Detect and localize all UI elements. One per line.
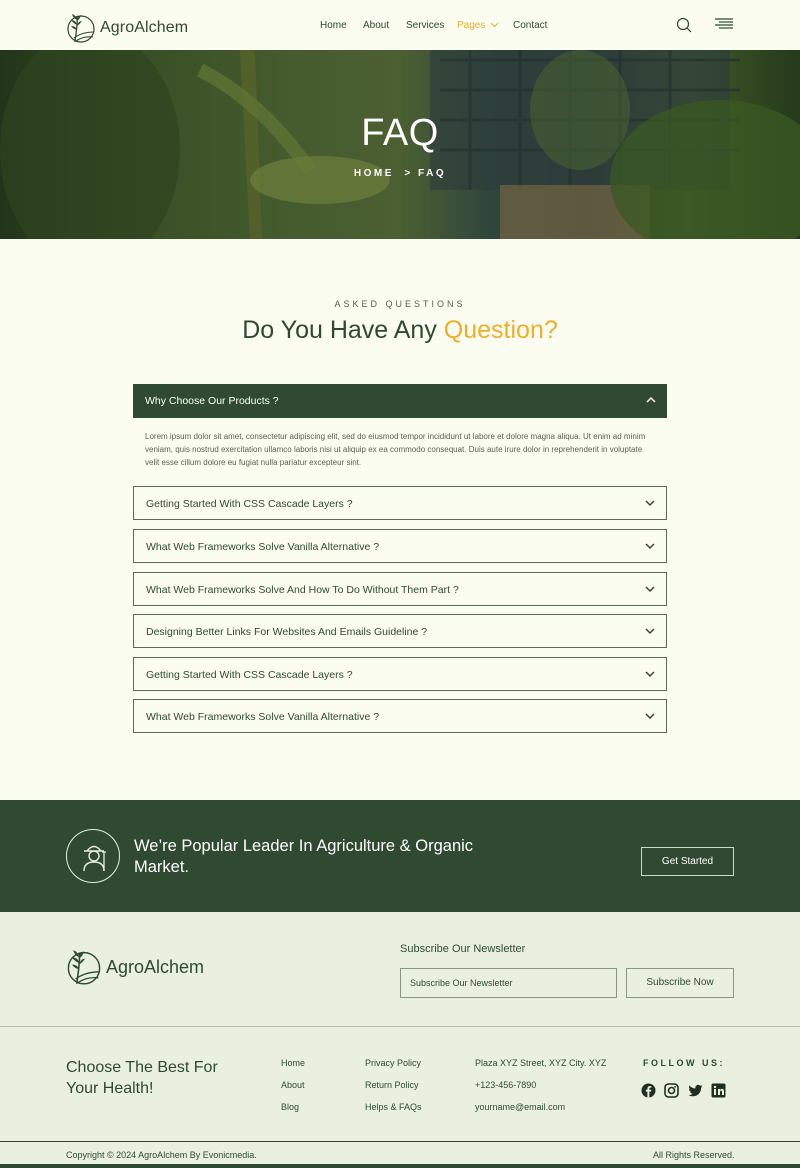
heading-prefix: Do You Have Any <box>242 316 437 344</box>
chevron-down-icon[interactable] <box>644 540 656 552</box>
footer-divider <box>0 1026 800 1027</box>
copyright-divider <box>0 1141 800 1142</box>
chevron-down-icon[interactable] <box>644 625 656 637</box>
hamburger-menu-icon[interactable] <box>715 18 733 30</box>
nav-home[interactable]: Home <box>320 20 347 31</box>
footer-link-about[interactable]: About <box>281 1080 305 1090</box>
footer-tagline: Choose The Best For Your Health! <box>66 1059 218 1097</box>
chevron-down-icon[interactable] <box>644 710 656 722</box>
faq-question: What Web Frameworks Solve And How To Do Without Them Part ? <box>146 584 459 596</box>
faq-answer: Lorem ipsum dolor sit amet, consectetur adipiscing elit, sed do eiusmod tempor incididunt ut labore et dolore magna aliqua. Ut enim ad minim veniam, quis nostrud exercitation ullamco laboris nisi ut aliquip ex ea commodo consequat. Duis aute irure dolor in reprehenderit in voluptate velit esse cillum dolore eu fugiat nulla pariatur excepteur sint. <box>145 432 646 467</box>
instagram-icon[interactable] <box>664 1083 679 1098</box>
copyright-text: Copyright © 2024 AgroAlchem By Evonicmedia. <box>66 1150 257 1160</box>
chevron-down-icon <box>490 22 499 28</box>
footer-brand-name: AgroAlchem <box>106 956 205 977</box>
brand-logo[interactable] <box>66 12 188 44</box>
faq-item[interactable] <box>133 657 667 691</box>
footer-link-return[interactable]: Return Policy <box>365 1080 419 1090</box>
rights-text: All Rights Reserved. <box>653 1150 735 1160</box>
faq-question: Getting Started With CSS Cascade Layers ? <box>146 669 353 681</box>
chevron-down-icon[interactable] <box>644 497 656 509</box>
nav-about[interactable]: About <box>363 20 390 31</box>
farmer-badge <box>66 829 120 883</box>
footer-brand-logo[interactable] <box>66 947 204 987</box>
section-heading <box>0 316 800 345</box>
faq-question: What Web Frameworks Solve Vanilla Alternative ? <box>146 541 380 553</box>
nav-services[interactable]: Services <box>406 20 445 31</box>
contact-phone[interactable]: +123-456-7890 <box>475 1080 537 1090</box>
chevron-up-icon[interactable] <box>645 394 657 406</box>
chevron-down-icon[interactable] <box>644 583 656 595</box>
get-started-button[interactable]: Get Started <box>641 847 734 876</box>
footer-link-privacy[interactable]: Privacy Policy <box>365 1058 422 1068</box>
faq-question: What Web Frameworks Solve Vanilla Alternative ? <box>146 711 380 723</box>
faq-item[interactable] <box>133 572 667 606</box>
linkedin-icon[interactable] <box>711 1083 726 1098</box>
brand-name: AgroAlchem <box>100 19 189 36</box>
cta-text: We’re Popular Leader In Agriculture & Organic Market. <box>134 837 474 876</box>
faq-item[interactable] <box>133 486 667 520</box>
nav-pages-label: Pages <box>457 20 486 31</box>
hero-title: FAQ <box>361 112 439 154</box>
heading-accent: Question? <box>443 316 558 344</box>
faq-item[interactable] <box>133 614 667 648</box>
newsletter-email-input[interactable] <box>400 968 617 998</box>
newsletter-title: Subscribe Our Newsletter <box>400 943 526 955</box>
nav-contact[interactable]: Contact <box>513 20 548 31</box>
faq-item-open[interactable] <box>133 384 667 418</box>
breadcrumb: HOME > FAQ <box>353 168 447 179</box>
farmer-icon <box>67 830 121 884</box>
faq-question: Designing Better Links For Websites And Emails Guideline ? <box>146 626 428 638</box>
follow-us-label: FOLLOW US: <box>643 1058 725 1068</box>
site-header <box>0 0 800 50</box>
bottom-bar <box>0 1164 800 1168</box>
faq-item[interactable] <box>133 529 667 563</box>
section-eyebrow: ASKED QUESTIONS <box>334 299 466 309</box>
nav-pages[interactable] <box>457 20 499 31</box>
chevron-down-icon[interactable] <box>644 668 656 680</box>
footer-link-home[interactable]: Home <box>281 1058 306 1068</box>
contact-address: Plaza XYZ Street, XYZ City. XYZ <box>475 1058 607 1068</box>
search-icon[interactable] <box>676 17 692 33</box>
footer-link-faqs[interactable]: Helps & FAQs <box>365 1102 422 1112</box>
faq-question: Why Choose Our Products ? <box>145 395 279 407</box>
subscribe-now-button[interactable]: Subscribe Now <box>626 968 734 998</box>
facebook-icon[interactable] <box>641 1083 656 1098</box>
wheat-logo-icon <box>66 12 96 44</box>
contact-email[interactable]: yourname@email.com <box>475 1102 566 1112</box>
wheat-logo-icon <box>66 947 102 987</box>
faq-item[interactable] <box>133 699 667 733</box>
twitter-icon[interactable] <box>688 1083 703 1098</box>
hero-banner <box>0 50 800 239</box>
footer-link-blog[interactable]: Blog <box>281 1102 300 1112</box>
faq-question: Getting Started With CSS Cascade Layers ? <box>146 498 353 510</box>
